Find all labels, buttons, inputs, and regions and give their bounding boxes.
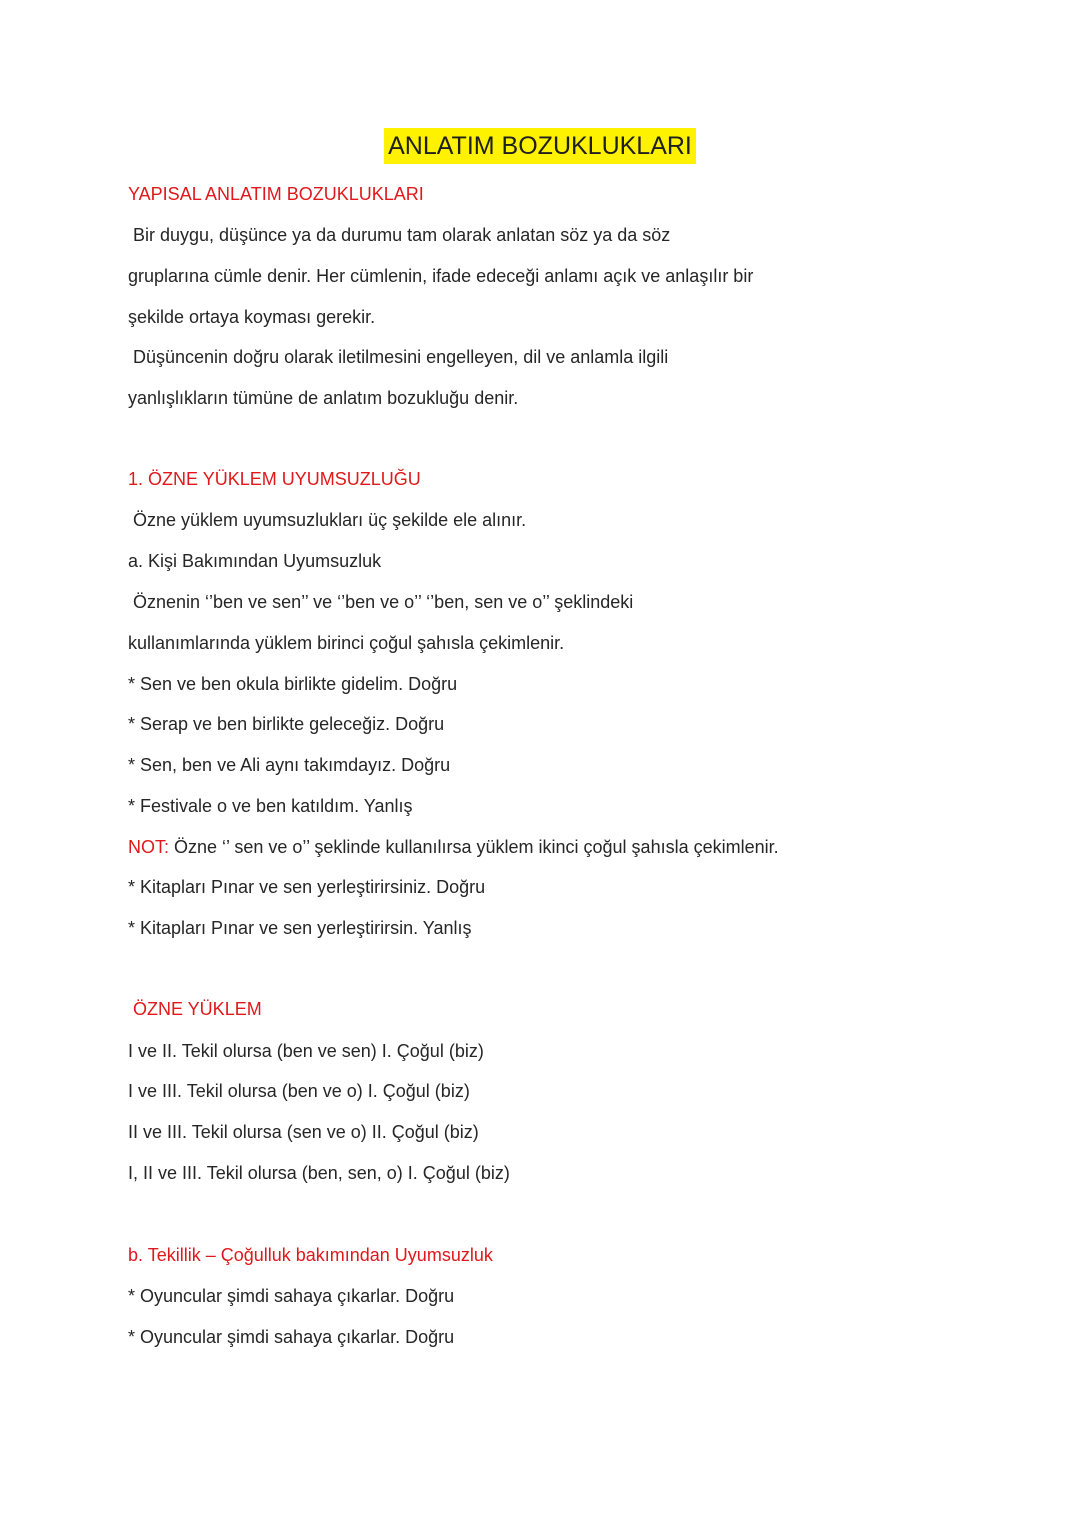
paragraph-line: gruplarına cümle denir. Her cümlenin, ifade edeceği anlamı açık ve anlaşılır bir xyxy=(128,266,754,286)
example-line: * Sen, ben ve Ali aynı takımdayız. Doğru xyxy=(128,755,451,775)
paragraph-line: yanlışlıkların tümüne de anlatım bozukluğu denir. xyxy=(128,388,519,408)
example-line: * Sen ve ben okula birlikte gidelim. Doğru xyxy=(128,674,458,694)
note-text: Özne ‘’ sen ve o’’ şeklinde kullanılırsa yüklem ikinci çoğul şahısla çekimlenir. xyxy=(169,837,779,857)
section-heading-yapisal: YAPISAL ANLATIM BOZUKLUKLARI xyxy=(128,184,424,204)
title-container xyxy=(0,128,1080,164)
paragraph-line: Düşüncenin doğru olarak iletilmesini engelleyen, dil ve anlamla ilgili xyxy=(133,347,669,367)
rule-row: II ve III. Tekil olursa (sen ve o) II. Çoğul (biz) xyxy=(128,1122,479,1142)
example-line: * Serap ve ben birlikte geleceğiz. Doğru xyxy=(128,714,445,734)
page-title: ANLATIM BOZUKLUKLARI xyxy=(384,128,696,164)
explanation-line: Öznenin ‘’ben ve sen’’ ve ‘’ben ve o’’ ‘’ben, sen ve o’’ şeklindeki xyxy=(133,592,634,612)
section-heading-tekillik: b. Tekillik – Çoğulluk bakımından Uyumsuzluk xyxy=(128,1245,493,1265)
example-line: * Oyuncular şimdi sahaya çıkarlar. Doğru xyxy=(128,1327,455,1347)
section-heading-ozne-yuklem-uyumsuzlugu: 1. ÖZNE YÜKLEM UYUMSUZLUĞU xyxy=(128,469,421,489)
rule-row: I, II ve III. Tekil olursa (ben, sen, o) I. Çoğul (biz) xyxy=(128,1163,510,1183)
paragraph-line: Bir duygu, düşünce ya da durumu tam olarak anlatan söz ya da söz xyxy=(133,225,671,245)
note-line xyxy=(128,834,779,860)
note-label: NOT: xyxy=(128,837,170,857)
example-line: * Festivale o ve ben katıldım. Yanlış xyxy=(128,796,413,816)
rule-row: I ve II. Tekil olursa (ben ve sen) I. Çoğul (biz) xyxy=(128,1041,484,1061)
section-heading-ozne-yuklem: ÖZNE YÜKLEM xyxy=(133,999,262,1019)
subheading-kisi: a. Kişi Bakımından Uyumsuzluk xyxy=(128,551,382,571)
explanation-line: kullanımlarında yüklem birinci çoğul şahısla çekimlenir. xyxy=(128,633,565,653)
paragraph-line: şekilde ortaya koyması gerekir. xyxy=(128,307,376,327)
note-example-line: * Kitapları Pınar ve sen yerleştirirsiniz. Doğru xyxy=(128,877,486,897)
intro-line: Özne yüklem uyumsuzlukları üç şekilde ele alınır. xyxy=(133,510,527,530)
note-example-line: * Kitapları Pınar ve sen yerleştirirsin. Yanlış xyxy=(128,918,472,938)
example-line: * Oyuncular şimdi sahaya çıkarlar. Doğru xyxy=(128,1286,455,1306)
rule-row: I ve III. Tekil olursa (ben ve o) I. Çoğul (biz) xyxy=(128,1081,470,1101)
